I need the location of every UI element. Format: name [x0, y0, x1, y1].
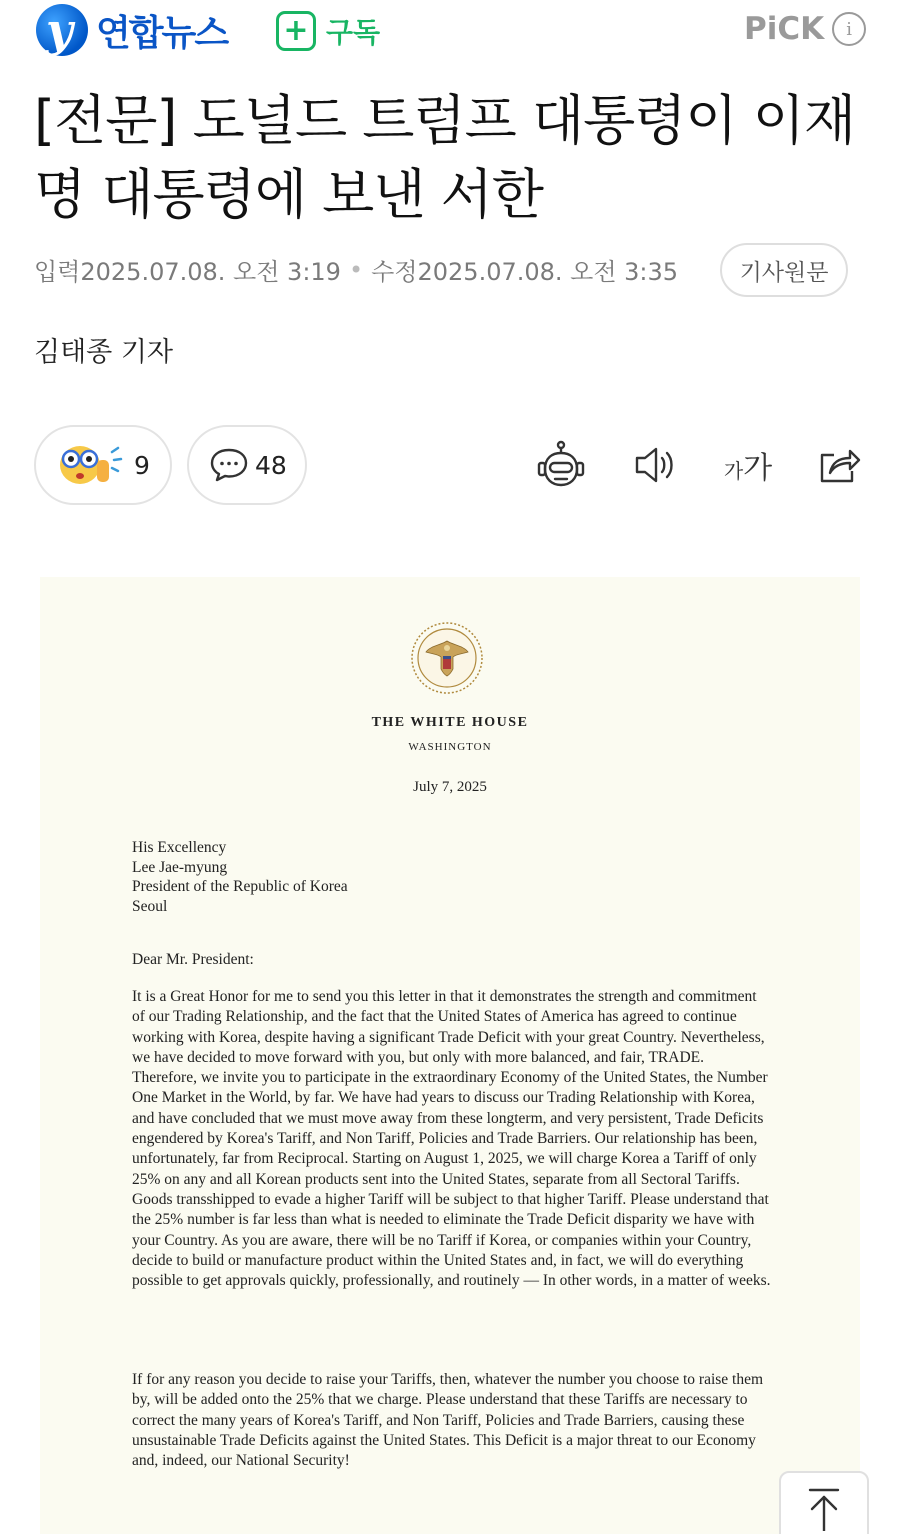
speaker-icon	[631, 443, 679, 487]
subscribe-label: 구독	[326, 16, 381, 49]
arrow-up-icon	[804, 1487, 844, 1531]
letter-address	[132, 838, 348, 916]
edit-label: 수정	[371, 258, 418, 286]
reaction-count: 9	[134, 450, 150, 480]
address-line: President of the Republic of Korea	[132, 878, 348, 895]
font-size-button[interactable]	[716, 436, 780, 494]
yonhap-logo[interactable]	[36, 4, 227, 56]
letter-paragraph: It is a Great Honor for me to send you this letter in that it demonstrates the strength and commitment of our Trading Relationship, and the fact that the United States of America has agreed to continue working with Korea, despite having a significant Trade Deficit with your great Country. Nevertheless, we have decided to move forward with you, but only with more balanced, and fair, TRADE. Therefore, we invite you to participate in the extraordinary Economy of the United States, the Number One Market in the World, by far. We have had years to discuss our Trading Relationship with Korea, and have concluded that we must move away from these longterm, and very persistent, Trade Deficits engendered by Korea's Tariff, and Non Tariff, Policies and Trade Barriers. Our relationship has been, unfortunately, far from Reciprocal. Starting on August 1, 2025, we will charge Korea a Tariff of only 25% on any and all Korean products sent into the United States, separate from all Sectoral Tariffs. Goods transshipped to evade a higher Tariff will be subject to that higher Tariff. Please understand that the 25% number is far less than what is needed to eliminate the Trade Deficit disparity we have with your Country. As you are aware, there will be no Tariff if Korea, or companies within your Country, decide to build or manufacture product within the United States and, in fact, we will do everything possible to get approvals quickly, professionally, and routinely — In other words, in a matter of weeks.	[132, 988, 771, 1290]
comment-button[interactable]	[187, 425, 307, 505]
plus-icon: +	[276, 11, 316, 51]
share-icon	[816, 443, 862, 487]
letterhead-city: WASHINGTON	[408, 741, 492, 753]
letter-salutation: Dear Mr. President:	[132, 951, 254, 968]
article-toolbar	[530, 436, 870, 494]
font-size-icon: 가가	[723, 451, 773, 486]
yonhap-logo-mark: y	[36, 4, 88, 56]
comment-count: 48	[255, 450, 287, 480]
meta-separator: •	[348, 255, 364, 284]
article-meta	[34, 252, 678, 287]
reaction-button[interactable]	[34, 425, 172, 505]
letter-date: July 7, 2025	[413, 779, 487, 795]
input-label: 입력	[34, 258, 81, 286]
tts-button[interactable]	[626, 436, 684, 494]
robot-icon	[535, 439, 587, 491]
article-title: [전문] 도널드 트럼프 대통령이 이재명 대통령에 보낸 서한	[34, 89, 856, 226]
speech-bubble-icon	[209, 447, 249, 483]
logo-text: 연합뉴스	[96, 12, 228, 54]
summary-bot-button[interactable]	[532, 436, 590, 494]
letterhead-org: THE WHITE HOUSE	[371, 715, 529, 730]
reporter-byline[interactable]: 김태종 기자	[34, 337, 173, 368]
info-icon[interactable]: i	[832, 12, 866, 46]
letter-image	[40, 577, 860, 1534]
address-line: Seoul	[132, 897, 168, 915]
original-article-button[interactable]: 기사원문	[720, 243, 848, 297]
address-line: His Excellency	[132, 839, 227, 856]
edit-time: 2025.07.08. 오전 3:35	[417, 258, 679, 286]
pick-label: PiCK	[744, 11, 825, 47]
share-button[interactable]	[810, 436, 868, 494]
app-header	[0, 0, 900, 62]
surprised-emoji-icon	[54, 440, 134, 490]
presidential-seal-icon	[410, 621, 484, 695]
scroll-to-top-button[interactable]	[779, 1471, 869, 1534]
input-time: 2025.07.08. 오전 3:19	[80, 258, 341, 286]
address-line: Lee Jae-myung	[132, 858, 228, 876]
pick-badge[interactable]	[744, 11, 866, 47]
subscribe-button[interactable]	[276, 11, 380, 51]
letter-paragraph: If for any reason you decide to raise your Tariffs, then, whatever the number you choose to raise them by, will be added onto the 25% that we charge. Please understand that these Tariffs are necessary to correct the many years of Korea's Tariff, and Non Tariff, Policies and Trade Barriers, causing these unsustainable Trade Deficits against the United States. This Deficit is a major threat to our Economy and, indeed, our National Security!	[132, 1371, 764, 1470]
